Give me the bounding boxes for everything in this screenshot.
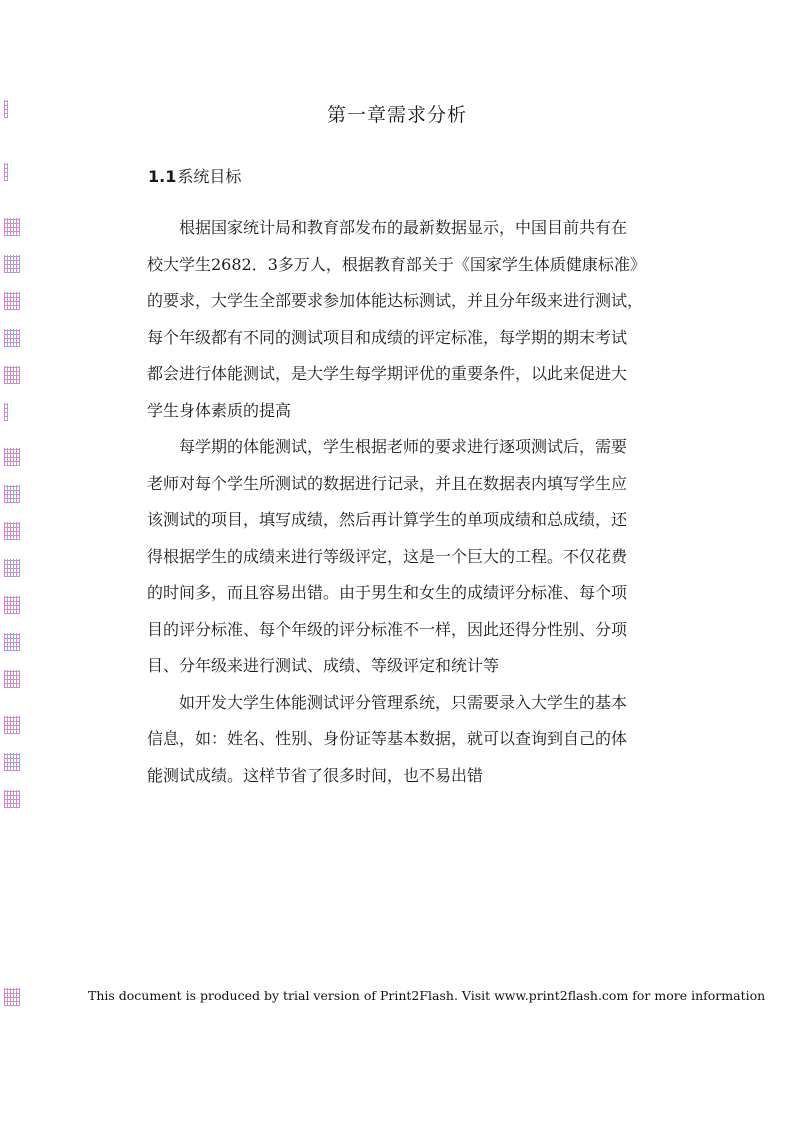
paragraph-line: 得根据学生的成绩来进行等级评定，这是一个巨大的工程。不仅花费 (147, 546, 628, 566)
paragraph-line: 根据国家统计局和教育部发布的最新数据显示，中国目前共有在 (179, 218, 628, 237)
chapter-title: 第一章需求分析 (326, 104, 467, 126)
trial-version-footer: This document is produced by trial version of Print2Flash. Visit www.print2flash.com for more information (88, 988, 766, 1003)
margin-mark (4, 485, 20, 503)
section-title: 系统目标 (177, 167, 242, 186)
margin-mark (4, 559, 20, 577)
margin-mark (4, 403, 8, 421)
margin-mark (4, 633, 20, 651)
paragraph-line: 校大学生2682．3多万人，根据教育部关于《国家学生体质健康标准》 (147, 254, 646, 274)
body-text (147, 210, 655, 794)
margin-mark (4, 255, 20, 273)
paragraph-line: 老师对每个学生所测试的数据进行记录，并且在数据表内填写学生应 (147, 473, 628, 493)
margin-mark (4, 716, 20, 734)
section-heading (148, 164, 241, 187)
margin-mark (4, 366, 20, 384)
paragraph-line: 的要求，大学生全部要求参加体能达标测试，并且分年级来进行测试， (147, 291, 644, 310)
margin-mark (4, 790, 20, 808)
margin-mark (4, 988, 20, 1006)
margin-mark (4, 292, 20, 310)
paragraph-line: 每个年级都有不同的测试项目和成绩的评定标准，每学期的期末考试 (147, 327, 628, 347)
paragraph-line: 的时间多，而且容易出错。由于男生和女生的成绩评分标准、每个项 (147, 583, 628, 602)
paragraph-line: 都会进行体能测试，是大学生每学期评优的重要条件，以此来促进大 (147, 364, 628, 383)
section-number: 1.1 (148, 167, 177, 186)
paragraph-line: 信息，如：姓名、性别、身份证等基本数据，就可以查询到自己的体 (147, 729, 628, 748)
margin-scan-marks (4, 0, 26, 1123)
paragraph-line: 能测试成绩。这样节省了很多时间，也不易出错 (147, 765, 484, 785)
margin-mark (4, 522, 20, 540)
margin-mark (4, 596, 20, 614)
paragraph-line: 目、分年级来进行测试、成绩、等级评定和统计等 (147, 656, 500, 675)
margin-mark (4, 163, 8, 181)
margin-mark (4, 753, 20, 771)
paragraph-line: 目的评分标准、每个年级的评分标准不一样，因此还得分性别、分项 (147, 619, 628, 639)
paragraph-line: 如开发大学生体能测试评分管理系统，只需要录入大学生的基本 (179, 692, 628, 712)
paragraph-line: 学生身体素质的提高 (147, 400, 292, 420)
margin-mark (4, 329, 20, 347)
margin-mark (4, 218, 20, 236)
margin-mark (4, 670, 20, 688)
margin-mark (4, 448, 20, 466)
paragraph-line: 该测试的项目，填写成绩，然后再计算学生的单项成绩和总成绩，还 (147, 510, 628, 529)
paragraph-line: 每学期的体能测试，学生根据老师的要求进行逐项测试后，需要 (179, 437, 628, 456)
